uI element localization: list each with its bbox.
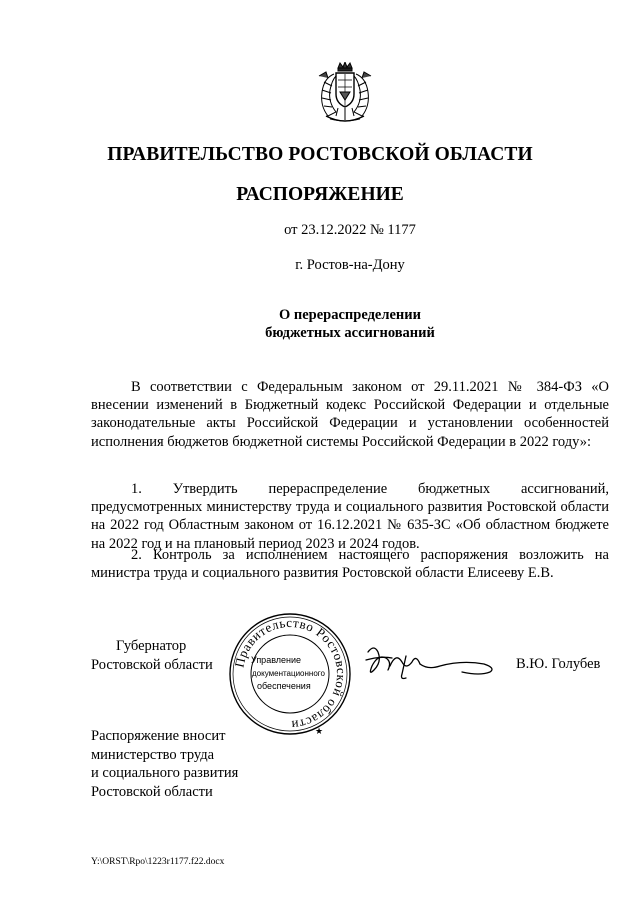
submitter-line-3: и социального развития <box>91 765 239 781</box>
submitter-block <box>91 727 238 801</box>
preamble-block <box>91 378 609 451</box>
submitter-line-1: Распоряжение вносит <box>91 728 226 744</box>
preamble-paragraph: В соответствии с Федеральным законом от 29.11.2021 № 384-ФЗ «О внесении изменений в Бюджетный кодекс Российской Федерации и отдельные законодательные акты Российской Федерации и установлении особенностей исполнения бюджетов бюджетной системы Российской Федерации в 2022 году»: <box>91 379 609 450</box>
signer-position-line-1: Губернатор <box>116 638 187 654</box>
file-path-footer: Y:\ORST\Rpo\1223r1177.f22.docx <box>91 857 225 867</box>
stamp-line-1: Управление <box>251 655 302 665</box>
signer-position-line-2: Ростовской области <box>91 656 213 673</box>
official-stamp <box>227 611 353 737</box>
document-subject <box>0 306 640 342</box>
item-1-paragraph: 1. Утвердить перераспределение бюджетных ассигнований, предусмотренных министерству труда и социального развития Ростовской области на 2022 год Областным законом от 16.12.2021 № 635-ЗС «Об областном бюджете на 2022 год и на плановый период 2023 и 2024 годов. <box>91 481 609 552</box>
signer-name: В.Ю. Голубев <box>516 656 601 672</box>
government-title: ПРАВИТЕЛЬСТВО РОСТОВСКОЙ ОБЛАСТИ <box>107 144 533 165</box>
subject-line-2: бюджетных ассигнований <box>265 325 435 341</box>
coat-of-arms-icon <box>316 62 374 126</box>
item-2-block <box>91 546 609 582</box>
document-type: РАСПОРЯЖЕНИЕ <box>236 184 404 205</box>
document-city: г. Ростов-на-Дону <box>295 257 405 273</box>
subject-line-1: О перераспределении <box>278 307 421 323</box>
handwritten-signature-icon <box>362 640 502 686</box>
submitter-line-2: министерство труда <box>91 746 215 763</box>
stamp-line-2: документационного <box>252 669 325 678</box>
signer-position <box>91 637 213 674</box>
submitter-line-4: Ростовской области <box>91 783 213 800</box>
svg-text:★: ★ <box>315 726 324 736</box>
stamp-line-3: обеспечения <box>257 681 311 691</box>
stamp-ring-text: Правительство Ростовской области <box>231 614 350 734</box>
item-1-block <box>91 480 609 553</box>
item-2-paragraph: 2. Контроль за исполнением настоящего распоряжения возложить на министра труда и социального развития Ростовской области Елисееву Е.В. <box>91 547 609 582</box>
document-date-number: от 23.12.2022 № 1177 <box>284 222 416 238</box>
